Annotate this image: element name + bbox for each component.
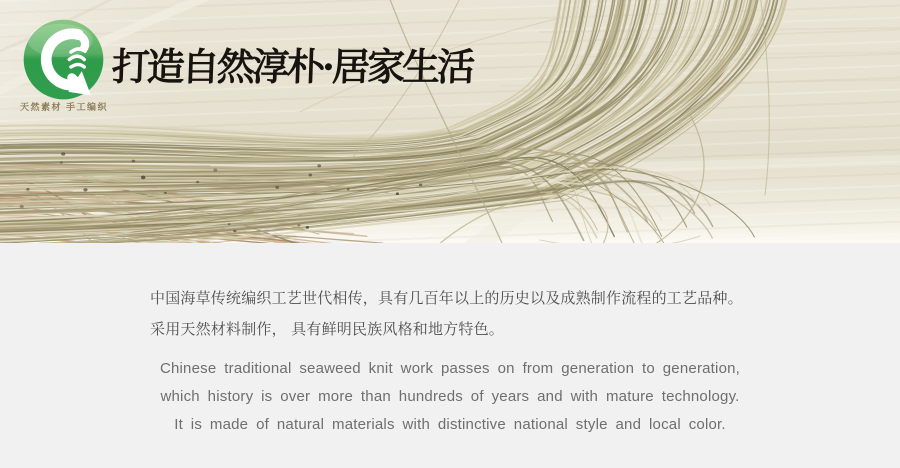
chinese-description bbox=[150, 283, 743, 345]
english-description-line2: which history is over more than hundreds of years and with mature technology. bbox=[160, 388, 740, 405]
slogan-calligraphy: 打造自然淳朴·居家生活 bbox=[111, 44, 473, 89]
english-description-line3: It is made of natural materials with distinctive national style and local color. bbox=[174, 416, 726, 433]
brand-logo-icon bbox=[22, 18, 105, 101]
chinese-description-line2: 采用天然材料制作， 具有鲜明民族风格和地方特色。 bbox=[150, 321, 504, 338]
logo-caption: 天然素材 手工编织 bbox=[20, 102, 109, 112]
english-description-line1: Chinese traditional seaweed knit work passes on from generation to generation, bbox=[159, 360, 741, 377]
description-panel bbox=[0, 243, 900, 468]
brand-logo bbox=[22, 18, 105, 101]
chinese-description-line1: 中国海草传统编织工艺世代相传，具有几百年以上的历史以及成熟制作流程的工艺品种。 bbox=[150, 290, 743, 307]
english-description bbox=[0, 355, 900, 439]
